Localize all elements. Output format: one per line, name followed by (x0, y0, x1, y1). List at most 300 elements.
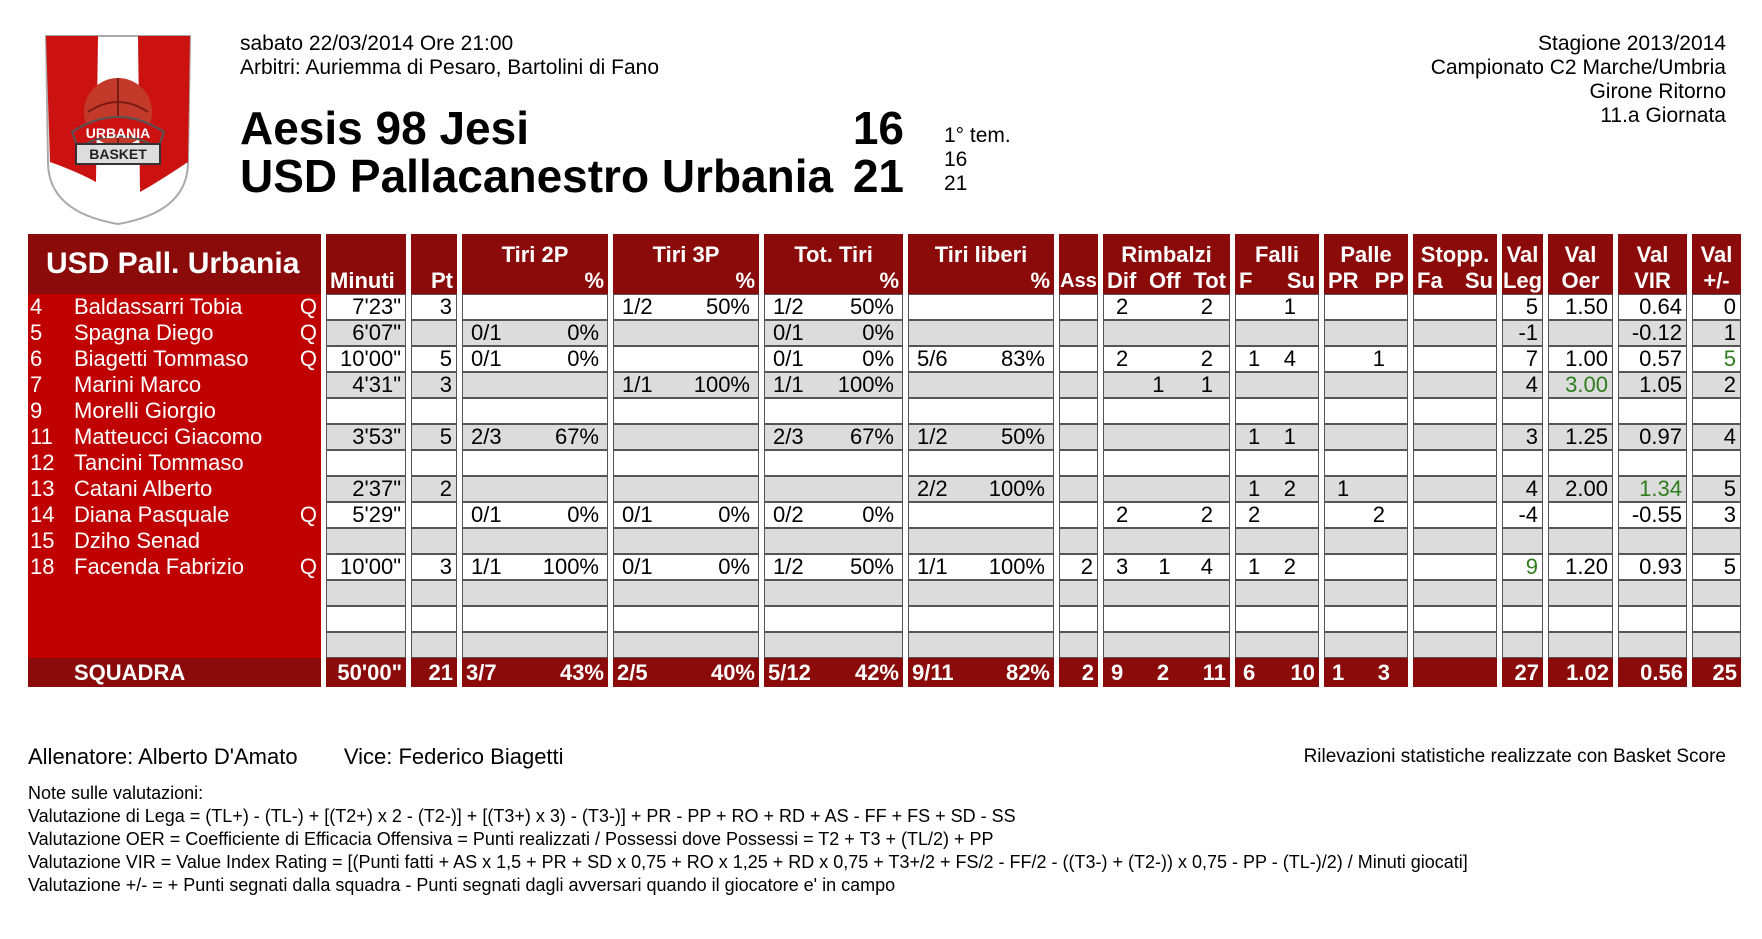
t2-cell (462, 398, 608, 424)
empty-cell (1618, 606, 1687, 632)
minutes-value: 10'00" (340, 346, 401, 371)
total-assist: 2 (1059, 658, 1098, 687)
player-name: Tancini Tommaso (74, 450, 244, 475)
tl-cell (908, 502, 1054, 528)
val-leg-value: 5 (1525, 294, 1538, 319)
val-pm-cell (1692, 502, 1741, 528)
t3-cell-pct: 50% (705, 294, 750, 319)
balls-cell (1324, 320, 1408, 346)
val-pm-cell (1692, 372, 1741, 398)
points-value: 3 (439, 554, 452, 579)
t2-cell (462, 502, 608, 528)
rebounds-cell (1103, 502, 1230, 528)
col-tiri-3p: Tiri 3P % (613, 234, 759, 294)
t3-cell (613, 528, 759, 554)
player-quintet: Q (299, 554, 317, 579)
t3-cell-value: 1/1 (622, 372, 653, 397)
empty-cell (1059, 580, 1098, 606)
reb-def: 2 (1116, 502, 1129, 527)
val-vir-cell (1618, 424, 1687, 450)
table-row (28, 580, 1741, 606)
t2-cell (462, 294, 608, 320)
col-tiri-2p: Tiri 2P % (462, 234, 608, 294)
t2-cell-pct: 100% (542, 554, 599, 579)
points-cell (411, 320, 457, 346)
t3-cell (613, 346, 759, 372)
empty-cell (764, 580, 903, 606)
val-pm-cell (1692, 450, 1741, 476)
t2-cell (462, 320, 608, 346)
tot-cell (764, 528, 903, 554)
empty-cell (908, 606, 1054, 632)
minutes-cell (326, 528, 406, 554)
empty-cell (1103, 606, 1230, 632)
match-date: sabato 22/03/2014 Ore 21:00 (240, 32, 514, 55)
fouls-cell (1235, 294, 1319, 320)
away-team-name: USD Pallacanestro Urbania (240, 150, 834, 202)
t2-cell-pct: 0% (567, 502, 599, 527)
minutes-cell (326, 398, 406, 424)
val-vir-cell (1618, 450, 1687, 476)
player-cell (28, 398, 321, 424)
balls-cell (1324, 502, 1408, 528)
val-oer-cell (1548, 398, 1613, 424)
points-cell (411, 346, 457, 372)
col-val-oer: Val Oer (1548, 234, 1613, 294)
assist-cell (1059, 346, 1098, 372)
val-leg-cell (1502, 502, 1543, 528)
assist-cell (1059, 476, 1098, 502)
player-cell (28, 632, 321, 658)
player-number: 14 (30, 502, 55, 527)
t3-cell (613, 372, 759, 398)
val-oer-value: 1.20 (1565, 554, 1608, 579)
t2-cell-value: 0/1 (471, 320, 502, 345)
total-val-leg: 27 (1502, 658, 1543, 687)
minutes-cell (326, 294, 406, 320)
val-leg-cell (1502, 554, 1543, 580)
blocks-cell (1413, 424, 1497, 450)
assist-cell (1059, 320, 1098, 346)
empty-cell (613, 606, 759, 632)
val-leg-value: -4 (1518, 502, 1538, 527)
fouls-drawn: 2 (1283, 476, 1296, 501)
empty-cell (462, 606, 608, 632)
blocks-cell (1413, 528, 1497, 554)
val-leg-value: 4 (1525, 372, 1538, 397)
fouls-made: 1 (1248, 476, 1261, 501)
t2-cell (462, 554, 608, 580)
val-oer-cell (1548, 502, 1613, 528)
player-name: Baldassarri Tobia (74, 294, 243, 319)
t2-cell-value: 0/1 (471, 346, 502, 371)
balls-lost: 1 (1372, 346, 1385, 371)
balls-cell (1324, 424, 1408, 450)
val-pm-value: 2 (1723, 372, 1736, 397)
val-pm-cell (1692, 424, 1741, 450)
val-oer-value: 1.00 (1565, 346, 1608, 371)
col-tiri-liberi: Tiri liberi % (908, 234, 1054, 294)
minutes-cell (326, 424, 406, 450)
coach-info (28, 744, 564, 770)
empty-cell (1618, 580, 1687, 606)
t3-cell (613, 476, 759, 502)
empty-cell (462, 580, 608, 606)
fouls-cell (1235, 554, 1319, 580)
t2-cell-pct: 0% (567, 320, 599, 345)
val-oer-value: 1.50 (1565, 294, 1608, 319)
t3-cell (613, 294, 759, 320)
val-oer-cell (1548, 528, 1613, 554)
empty-cell (908, 632, 1054, 658)
t3-cell-pct: 0% (718, 554, 750, 579)
empty-cell (1548, 606, 1613, 632)
assist-cell (1059, 294, 1098, 320)
minutes-value: 2'37" (352, 476, 401, 501)
val-pm-value: 5 (1723, 554, 1736, 579)
t3-cell-value: 0/1 (622, 502, 653, 527)
player-cell (28, 372, 321, 398)
balls-cell (1324, 554, 1408, 580)
fouls-cell (1235, 398, 1319, 424)
tot-cell-value: 1/2 (773, 554, 804, 579)
val-vir-value: 0.93 (1639, 554, 1682, 579)
empty-cell (764, 606, 903, 632)
tot-cell-pct: 50% (849, 554, 894, 579)
col-minuti: Minuti (326, 234, 406, 294)
empty-cell (1692, 580, 1741, 606)
val-oer-cell (1548, 424, 1613, 450)
t3-cell-pct: 100% (693, 372, 750, 397)
total-val-pm: 25 (1692, 658, 1741, 687)
rebounds-cell (1103, 372, 1230, 398)
tl-cell (908, 372, 1054, 398)
points-cell (411, 294, 457, 320)
note-line: Valutazione di Lega = (TL+) - (TL-) + [(T2+) x 2 - (T2-)] + [(T3+) x 3) - (T3-)] + PR - PP + RO + RD + AS - FF + FS + SD - SS (28, 806, 1016, 826)
col-ass: Ass (1059, 234, 1098, 294)
points-cell (411, 424, 457, 450)
logo-text-top: URBANIA (85, 125, 151, 141)
points-cell (411, 372, 457, 398)
t2-cell (462, 476, 608, 502)
table-row (28, 632, 1741, 658)
round: 11.a Giornata (1600, 104, 1726, 127)
val-oer-cell (1548, 554, 1613, 580)
t2-cell-value: 0/1 (471, 502, 502, 527)
table-row (28, 476, 1741, 502)
val-vir-cell (1618, 346, 1687, 372)
empty-cell (1103, 632, 1230, 658)
empty-cell (1059, 632, 1098, 658)
tl-cell (908, 294, 1054, 320)
val-oer-cell (1548, 294, 1613, 320)
tl-cell (908, 554, 1054, 580)
reb-tot: 2 (1200, 294, 1213, 319)
blocks-cell (1413, 398, 1497, 424)
assist-cell (1059, 372, 1098, 398)
table-row (28, 606, 1741, 632)
tl-cell-value: 1/2 (917, 424, 948, 449)
balls-cell (1324, 346, 1408, 372)
assist-cell (1059, 450, 1098, 476)
balls-recovered: 1 (1337, 476, 1350, 501)
minutes-cell (326, 372, 406, 398)
t2-cell-pct: 0% (567, 346, 599, 371)
fouls-drawn: 2 (1283, 554, 1296, 579)
val-vir-cell (1618, 372, 1687, 398)
tl-cell-value: 5/6 (917, 346, 948, 371)
points-value: 2 (439, 476, 452, 501)
balls-cell (1324, 372, 1408, 398)
player-name: Matteucci Giacomo (74, 424, 263, 449)
val-vir-cell (1618, 320, 1687, 346)
table-row (28, 398, 1741, 424)
val-leg-value: 4 (1525, 476, 1538, 501)
note-line: Valutazione VIR = Value Index Rating = [(Punti fatti + AS x 1,5 + PR + SD x 0,75 + RO x 1,25 + RD x 0,75 + T3+/2 + FS/2 - FF/2 - ((T3-) + (T2-)) x 0,75 - PP - (TL-)/2) / Minuti giocati] (28, 852, 1468, 872)
tot-cell-pct: 0% (862, 346, 894, 371)
player-cell (28, 580, 321, 606)
tl-cell-pct: 100% (988, 476, 1045, 501)
empty-cell (1324, 632, 1408, 658)
tot-cell (764, 424, 903, 450)
player-name: Diana Pasquale (74, 502, 230, 527)
empty-cell (1324, 606, 1408, 632)
empty-cell (326, 632, 406, 658)
t3-cell (613, 554, 759, 580)
col-val-vir: Val VIR (1618, 234, 1687, 294)
table-row (28, 502, 1741, 528)
t3-cell (613, 398, 759, 424)
evaluation-notes (28, 782, 1468, 897)
val-pm-value: 5 (1723, 346, 1736, 371)
val-oer-cell (1548, 372, 1613, 398)
empty-cell (1059, 606, 1098, 632)
total-points: 21 (411, 658, 457, 687)
player-number: 13 (30, 476, 55, 501)
minutes-value: 5'29" (352, 502, 401, 527)
minutes-cell (326, 554, 406, 580)
total-fouls: 6 10 (1235, 658, 1319, 687)
note-line: Note sulle valutazioni: (28, 783, 204, 803)
minutes-value: 6'07" (352, 320, 401, 345)
fouls-cell (1235, 372, 1319, 398)
player-number: 12 (30, 450, 55, 475)
empty-cell (613, 580, 759, 606)
t2-cell (462, 424, 608, 450)
val-pm-value: 0 (1723, 294, 1736, 319)
val-leg-cell (1502, 320, 1543, 346)
fouls-cell (1235, 450, 1319, 476)
points-cell (411, 502, 457, 528)
player-name: Morelli Giorgio (74, 398, 216, 423)
table-row (28, 294, 1741, 320)
tot-cell (764, 320, 903, 346)
fouls-made: 1 (1248, 424, 1261, 449)
player-cell (28, 606, 321, 632)
val-vir-value: 1.34 (1639, 476, 1682, 501)
table-row (28, 528, 1741, 554)
rebounds-cell (1103, 554, 1230, 580)
empty-cell (1324, 580, 1408, 606)
val-oer-cell (1548, 476, 1613, 502)
table-row (28, 372, 1741, 398)
player-cell (28, 294, 321, 320)
rebounds-cell (1103, 398, 1230, 424)
empty-cell (326, 580, 406, 606)
minutes-value: 7'23" (352, 294, 401, 319)
logo-text-bottom: 50° (110, 183, 142, 205)
fouls-cell (1235, 346, 1319, 372)
tl-cell (908, 528, 1054, 554)
assist-cell (1059, 554, 1098, 580)
val-pm-cell (1692, 476, 1741, 502)
fouls-drawn: 4 (1283, 346, 1296, 371)
tl-cell-pct: 50% (1000, 424, 1045, 449)
col-stoppate: Stopp. Fa Su (1413, 234, 1497, 294)
val-pm-cell (1692, 398, 1741, 424)
player-name: Biagetti Tommaso (74, 346, 249, 371)
empty-cell (411, 606, 457, 632)
t3-cell-value: 0/1 (622, 554, 653, 579)
val-leg-value: 9 (1525, 554, 1538, 579)
val-vir-cell (1618, 502, 1687, 528)
t2-cell-value: 2/3 (471, 424, 502, 449)
minutes-cell (326, 346, 406, 372)
reb-def: 2 (1116, 294, 1129, 319)
val-oer-value: 1.25 (1565, 424, 1608, 449)
assist-cell (1059, 502, 1098, 528)
tot-cell (764, 476, 903, 502)
total-label: SQUADRA (28, 658, 321, 687)
empty-cell (1235, 580, 1319, 606)
season: Stagione 2013/2014 (1537, 32, 1726, 55)
player-number: 11 (30, 424, 53, 449)
player-number: 9 (30, 398, 43, 423)
period-score-away: 21 (944, 172, 968, 195)
empty-cell (1502, 580, 1543, 606)
balls-cell (1324, 294, 1408, 320)
reb-tot: 1 (1200, 372, 1213, 397)
table-row (28, 346, 1741, 372)
fouls-made: 1 (1248, 554, 1261, 579)
val-leg-value: -1 (1518, 320, 1538, 345)
points-cell (411, 450, 457, 476)
rebounds-cell (1103, 476, 1230, 502)
fouls-made: 1 (1248, 346, 1261, 371)
empty-cell (411, 580, 457, 606)
col-val-leg: Val Leg (1502, 234, 1543, 294)
player-number: 18 (30, 554, 55, 579)
minutes-value: 3'53" (352, 424, 401, 449)
note-line: Valutazione OER = Coefficiente di Efficacia Offensiva = Punti realizzati / Possessi dove Possessi = T2 + T3 + (TL/2) + PP (28, 829, 994, 849)
val-pm-value: 5 (1723, 476, 1736, 501)
table-row (28, 424, 1741, 450)
balls-cell (1324, 450, 1408, 476)
val-pm-cell (1692, 346, 1741, 372)
player-quintet: Q (299, 294, 317, 319)
val-leg-cell (1502, 372, 1543, 398)
assist-cell (1059, 424, 1098, 450)
tot-cell (764, 346, 903, 372)
tot-cell-value: 1/1 (773, 372, 804, 397)
col-falli: Falli F Su (1235, 234, 1319, 294)
val-oer-cell (1548, 450, 1613, 476)
val-leg-cell (1502, 424, 1543, 450)
empty-cell (326, 606, 406, 632)
empty-cell (1413, 632, 1497, 658)
col-rimbalzi: Rimbalzi Dif Off Tot (1103, 234, 1230, 294)
t2-cell (462, 450, 608, 476)
val-vir-value: 1.05 (1639, 372, 1682, 397)
empty-cell (764, 632, 903, 658)
val-vir-cell (1618, 398, 1687, 424)
points-cell (411, 528, 457, 554)
minutes-cell (326, 502, 406, 528)
tot-cell-pct: 67% (849, 424, 894, 449)
player-number: 6 (30, 346, 43, 371)
logo-text-mid: BASKET (89, 146, 147, 162)
tl-cell (908, 424, 1054, 450)
t3-cell (613, 424, 759, 450)
fouls-cell (1235, 476, 1319, 502)
table-row (28, 320, 1741, 346)
home-team-name: Aesis 98 Jesi (240, 102, 530, 154)
player-cell (28, 346, 321, 372)
empty-cell (1618, 632, 1687, 658)
total-t3: 2/5 40% (613, 658, 759, 687)
referees: Arbitri: Auriemma di Pesaro, Bartolini di Fano (240, 56, 660, 79)
val-pm-cell (1692, 320, 1741, 346)
fouls-made: 2 (1248, 502, 1261, 527)
val-vir-cell (1618, 294, 1687, 320)
tl-cell (908, 346, 1054, 372)
rebounds-cell (1103, 294, 1230, 320)
val-leg-cell (1502, 528, 1543, 554)
away-score: 21 (852, 150, 904, 202)
t2-cell-pct: 67% (554, 424, 599, 449)
t2-cell (462, 528, 608, 554)
player-name: Dziho Senad (74, 528, 200, 553)
note-line: Valutazione +/- = + Punti segnati dalla squadra - Punti segnati dagli avversari quando il giocatore e' in campo (28, 875, 896, 895)
reb-off: 1 (1152, 372, 1165, 397)
blocks-cell (1413, 346, 1497, 372)
blocks-cell (1413, 450, 1497, 476)
val-pm-cell (1692, 554, 1741, 580)
fouls-cell (1235, 424, 1319, 450)
fouls-drawn: 1 (1283, 424, 1296, 449)
period-label: 1° tem. (944, 124, 1011, 147)
tot-cell-value: 0/2 (773, 502, 804, 527)
t3-cell (613, 450, 759, 476)
tot-cell (764, 554, 903, 580)
col-palle: Palle PR PP (1324, 234, 1408, 294)
val-leg-value: 7 (1525, 346, 1538, 371)
val-pm-value: 1 (1723, 320, 1736, 345)
val-leg-value: 3 (1525, 424, 1538, 449)
t2-cell-value: 1/1 (471, 554, 502, 579)
total-tl: 9/11 82% (908, 658, 1054, 687)
points-cell (411, 554, 457, 580)
stats-table (23, 234, 1746, 687)
points-cell (411, 398, 457, 424)
fouls-cell (1235, 502, 1319, 528)
tl-cell-pct: 100% (988, 554, 1045, 579)
balls-cell (1324, 398, 1408, 424)
val-vir-cell (1618, 476, 1687, 502)
player-number: 5 (30, 320, 43, 345)
vice-coach: Vice: Federico Biagetti (343, 744, 564, 769)
val-pm-value: 3 (1723, 502, 1736, 527)
